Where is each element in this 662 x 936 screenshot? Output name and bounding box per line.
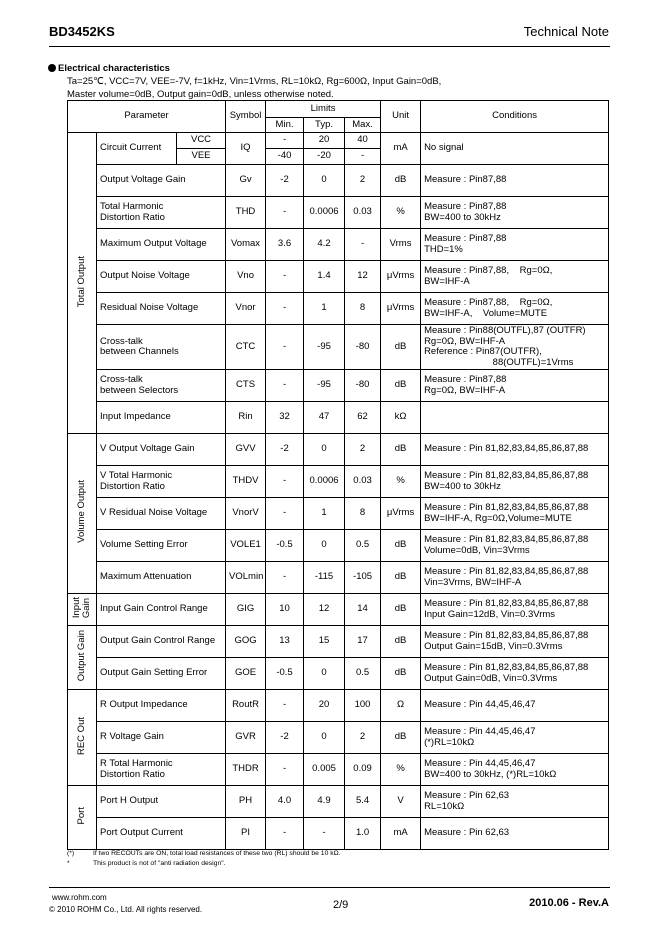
param-cell: Cross-talk between Selectors [97, 370, 226, 402]
conditions-cell: Measure : Pin 81,82,83,84,85,86,87,88 Output Gain=0dB, Vin=0.3Vrms [421, 658, 609, 690]
unit-cell: dB [381, 594, 421, 626]
typ-cell: 12 [304, 594, 345, 626]
group-label-cell [68, 690, 97, 786]
symbol-cell: THD [226, 197, 266, 229]
min-cell: 10 [266, 594, 304, 626]
conditions-cell: Measure : Pin87,88 Rg=0Ω, BW=IHF-A [421, 370, 609, 402]
symbol-cell: CTC [226, 325, 266, 370]
max-cell: - [345, 149, 381, 165]
typ-cell: 1 [304, 498, 345, 530]
electrical-characteristics-table [67, 100, 609, 850]
conditions-cell: Measure : Pin 81,82,83,84,85,86,87,88 Output Gain=15dB, Vin=0.3Vrms [421, 626, 609, 658]
header-unit: Unit [381, 101, 421, 133]
symbol-cell: VOLE1 [226, 530, 266, 562]
unit-cell: μVrms [381, 498, 421, 530]
typ-cell: 0 [304, 165, 345, 197]
unit-cell: % [381, 466, 421, 498]
conditions-cell: Measure : Pin 44,45,46,47 [421, 690, 609, 722]
symbol-cell: THDV [226, 466, 266, 498]
conditions-cell: Measure : Pin 62,63 [421, 818, 609, 850]
table-row [68, 594, 609, 626]
footnote: * This product is not of "anti radiation design". [67, 859, 226, 867]
group-label-cell [68, 626, 97, 690]
typ-cell: 15 [304, 626, 345, 658]
conditions-cell: Measure : Pin 62,63 RL=10kΩ [421, 786, 609, 818]
max-cell: 62 [345, 402, 381, 434]
conditions-cell: Measure : Pin 44,45,46,47 BW=400 to 30kHz, (*)RL=10kΩ [421, 754, 609, 786]
conditions-cell: Measure : Pin 81,82,83,84,85,86,87,88 Input Gain=12dB, Vin=0.3Vrms [421, 594, 609, 626]
min-cell: -0.5 [266, 530, 304, 562]
param-cell: Port H Output [97, 786, 226, 818]
max-cell: 0.03 [345, 197, 381, 229]
unit-cell: dB [381, 722, 421, 754]
header-parameter: Parameter [68, 101, 226, 133]
group-label: REC Out [76, 716, 87, 755]
typ-cell: 4.2 [304, 229, 345, 261]
unit-cell: % [381, 754, 421, 786]
conditions-cell: Measure : Pin87,88, Rg=0Ω, BW=IHF-A [421, 261, 609, 293]
conditions-line-1: Ta=25℃, VCC=7V, VEE=-7V, f=1kHz, Vin=1Vrms, RL=10kΩ, Rg=600Ω, Input Gain=0dB, [67, 76, 442, 87]
max-cell: 2 [345, 165, 381, 197]
group-label: Total Output [76, 255, 87, 307]
param-cell: V Residual Noise Voltage [97, 498, 226, 530]
table-row [68, 658, 609, 690]
max-cell: 17 [345, 626, 381, 658]
header-symbol: Symbol [226, 101, 266, 133]
footer-divider [49, 887, 610, 888]
header-max: Max. [345, 118, 381, 133]
header-conditions: Conditions [421, 101, 609, 133]
table-row [68, 133, 609, 149]
typ-cell: 0.0006 [304, 197, 345, 229]
typ-cell: 0.0006 [304, 466, 345, 498]
symbol-cell: GOG [226, 626, 266, 658]
unit-cell: dB [381, 562, 421, 594]
header-divider [49, 46, 610, 47]
min-cell: - [266, 754, 304, 786]
sub-param-cell: VEE [177, 149, 226, 165]
max-cell: 0.09 [345, 754, 381, 786]
min-cell: -2 [266, 165, 304, 197]
max-cell: -80 [345, 370, 381, 402]
table-row [68, 293, 609, 325]
unit-cell: dB [381, 626, 421, 658]
part-number: BD3452KS [49, 24, 115, 39]
param-cell: Input Impedance [97, 402, 226, 434]
table-row [68, 261, 609, 293]
table-row [68, 562, 609, 594]
group-label: Port [76, 807, 87, 825]
max-cell: -105 [345, 562, 381, 594]
unit-cell: mA [381, 818, 421, 850]
max-cell: 8 [345, 498, 381, 530]
table-row [68, 229, 609, 261]
param-cell: Total Harmonic Distortion Ratio [97, 197, 226, 229]
min-cell: - [266, 261, 304, 293]
max-cell: 1.0 [345, 818, 381, 850]
symbol-cell: GVR [226, 722, 266, 754]
param-cell: Port Output Current [97, 818, 226, 850]
param-cell: Volume Setting Error [97, 530, 226, 562]
min-cell: - [266, 562, 304, 594]
group-label-cell [68, 786, 97, 850]
typ-cell: -95 [304, 325, 345, 370]
unit-cell: Vrms [381, 229, 421, 261]
typ-cell: 0 [304, 722, 345, 754]
param-cell: Output Gain Control Range [97, 626, 226, 658]
conditions-line-2: Master volume=0dB, Output gain=0dB, unless otherwise noted. [67, 89, 334, 100]
max-cell: 0.5 [345, 658, 381, 690]
bullet-icon [48, 64, 56, 72]
min-cell: 4.0 [266, 786, 304, 818]
min-cell: 13 [266, 626, 304, 658]
table-row [68, 786, 609, 818]
param-cell: Input Gain Control Range [97, 594, 226, 626]
typ-cell: - [304, 818, 345, 850]
param-cell: V Output Voltage Gain [97, 434, 226, 466]
param-cell: R Output Impedance [97, 690, 226, 722]
min-cell: - [266, 293, 304, 325]
unit-cell: mA [381, 133, 421, 165]
section-title: Electrical characteristics [48, 63, 170, 74]
min-cell: - [266, 818, 304, 850]
unit-cell: dB [381, 434, 421, 466]
group-label-cell [68, 594, 97, 626]
conditions-cell: Measure : Pin87,88 [421, 165, 609, 197]
symbol-cell: PI [226, 818, 266, 850]
conditions-cell: Measure : Pin 81,82,83,84,85,86,87,88 [421, 434, 609, 466]
group-label: Output Gain [76, 630, 87, 682]
max-cell: 8 [345, 293, 381, 325]
param-cell: R Total Harmonic Distortion Ratio [97, 754, 226, 786]
symbol-cell: GOE [226, 658, 266, 690]
min-cell: -2 [266, 434, 304, 466]
conditions-cell: Measure : Pin88(OUTFL),87 (OUTFR) Rg=0Ω, BW=IHF-A Reference : Pin87(OUTFR), 88(OUTFL)=1Vrms [421, 325, 609, 370]
unit-cell: V [381, 786, 421, 818]
table-row [68, 434, 609, 466]
min-cell: - [266, 466, 304, 498]
header-min: Min. [266, 118, 304, 133]
typ-cell: -115 [304, 562, 345, 594]
group-label-cell [68, 434, 97, 594]
max-cell: 5.4 [345, 786, 381, 818]
table-row [68, 626, 609, 658]
min-cell: 32 [266, 402, 304, 434]
table-row [68, 370, 609, 402]
table-row [68, 690, 609, 722]
param-cell: Output Noise Voltage [97, 261, 226, 293]
max-cell: 2 [345, 434, 381, 466]
symbol-cell: Gv [226, 165, 266, 197]
min-cell: - [266, 690, 304, 722]
page-number: 2/9 [333, 899, 349, 911]
symbol-cell: VOLmin [226, 562, 266, 594]
typ-cell: 1 [304, 293, 345, 325]
unit-cell: % [381, 197, 421, 229]
typ-cell: 0 [304, 434, 345, 466]
conditions-cell: Measure : Pin 81,82,83,84,85,86,87,88 Vin=3Vrms, BW=IHF-A [421, 562, 609, 594]
unit-cell: dB [381, 165, 421, 197]
param-cell: Circuit Current [97, 133, 177, 165]
typ-cell: 1.4 [304, 261, 345, 293]
typ-cell: -95 [304, 370, 345, 402]
table-row [68, 466, 609, 498]
typ-cell: 4.9 [304, 786, 345, 818]
typ-cell: 0 [304, 530, 345, 562]
min-cell: - [266, 133, 304, 149]
footnote: (*) If two RECOUTs are ON, total load resistances of these two (RL) should be 10 kΩ. [67, 850, 341, 857]
table-row [68, 402, 609, 434]
group-label: Gain [81, 598, 92, 619]
typ-cell: 20 [304, 133, 345, 149]
conditions-cell [421, 402, 609, 434]
max-cell: 0.5 [345, 530, 381, 562]
table-row [68, 722, 609, 754]
unit-cell: μVrms [381, 293, 421, 325]
footer-copyright: © 2010 ROHM Co., Ltd. All rights reserved. [49, 905, 203, 914]
symbol-cell: GVV [226, 434, 266, 466]
unit-cell: dB [381, 658, 421, 690]
conditions-cell: Measure : Pin87,88 THD=1% [421, 229, 609, 261]
param-cell: Output Voltage Gain [97, 165, 226, 197]
min-cell: -40 [266, 149, 304, 165]
symbol-cell: CTS [226, 370, 266, 402]
symbol-cell: Vomax [226, 229, 266, 261]
conditions-cell: Measure : Pin87,88 BW=400 to 30kHz [421, 197, 609, 229]
min-cell: -2 [266, 722, 304, 754]
max-cell: 40 [345, 133, 381, 149]
symbol-cell: Rin [226, 402, 266, 434]
typ-cell: 20 [304, 690, 345, 722]
min-cell: - [266, 325, 304, 370]
symbol-cell: GIG [226, 594, 266, 626]
symbol-cell: THDR [226, 754, 266, 786]
unit-cell: Ω [381, 690, 421, 722]
symbol-cell: PH [226, 786, 266, 818]
table-row [68, 165, 609, 197]
table-row [68, 818, 609, 850]
table-row [68, 197, 609, 229]
header-limits: Limits [266, 101, 381, 118]
symbol-cell: RoutR [226, 690, 266, 722]
conditions-cell: No signal [421, 133, 609, 165]
footer-url[interactable]: www.rohm.com [52, 893, 107, 902]
max-cell: -80 [345, 325, 381, 370]
min-cell: - [266, 370, 304, 402]
typ-cell: 47 [304, 402, 345, 434]
conditions-cell: Measure : Pin 81,82,83,84,85,86,87,88 Volume=0dB, Vin=3Vrms [421, 530, 609, 562]
unit-cell: dB [381, 370, 421, 402]
symbol-cell: VnorV [226, 498, 266, 530]
conditions-cell: Measure : Pin87,88, Rg=0Ω, BW=IHF-A, Volume=MUTE [421, 293, 609, 325]
footnotes [67, 849, 341, 868]
table-row [68, 498, 609, 530]
unit-cell: dB [381, 325, 421, 370]
group-label: Volume Output [76, 480, 87, 544]
max-cell: 14 [345, 594, 381, 626]
table-row [68, 530, 609, 562]
unit-cell: dB [381, 530, 421, 562]
min-cell: -0.5 [266, 658, 304, 690]
param-cell: Residual Noise Voltage [97, 293, 226, 325]
max-cell: 0.03 [345, 466, 381, 498]
group-label: Input [71, 597, 82, 619]
typ-cell: 0.005 [304, 754, 345, 786]
header-typ: Typ. [304, 118, 345, 133]
conditions-cell: Measure : Pin 81,82,83,84,85,86,87,88 BW=IHF-A, Rg=0Ω,Volume=MUTE [421, 498, 609, 530]
param-cell: Output Gain Setting Error [97, 658, 226, 690]
typ-cell: 0 [304, 658, 345, 690]
symbol-cell: Vnor [226, 293, 266, 325]
doc-type: Technical Note [523, 24, 609, 39]
max-cell: 2 [345, 722, 381, 754]
conditions-cell: Measure : Pin 44,45,46,47 (*)RL=10kΩ [421, 722, 609, 754]
symbol-cell: IQ [226, 133, 266, 165]
max-cell: - [345, 229, 381, 261]
param-cell: Maximum Attenuation [97, 562, 226, 594]
min-cell: - [266, 498, 304, 530]
param-cell: Maximum Output Voltage [97, 229, 226, 261]
group-label-cell [68, 133, 97, 434]
unit-cell: μVrms [381, 261, 421, 293]
max-cell: 100 [345, 690, 381, 722]
table-row [68, 325, 609, 370]
conditions-cell: Measure : Pin 81,82,83,84,85,86,87,88 BW=400 to 30kHz [421, 466, 609, 498]
param-cell: V Total Harmonic Distortion Ratio [97, 466, 226, 498]
min-cell: - [266, 197, 304, 229]
sub-param-cell: VCC [177, 133, 226, 149]
max-cell: 12 [345, 261, 381, 293]
param-cell: R Voltage Gain [97, 722, 226, 754]
symbol-cell: Vno [226, 261, 266, 293]
typ-cell: -20 [304, 149, 345, 165]
unit-cell: kΩ [381, 402, 421, 434]
revision: 2010.06 - Rev.A [529, 897, 609, 909]
table-row [68, 754, 609, 786]
param-cell: Cross-talk between Channels [97, 325, 226, 370]
min-cell: 3.6 [266, 229, 304, 261]
